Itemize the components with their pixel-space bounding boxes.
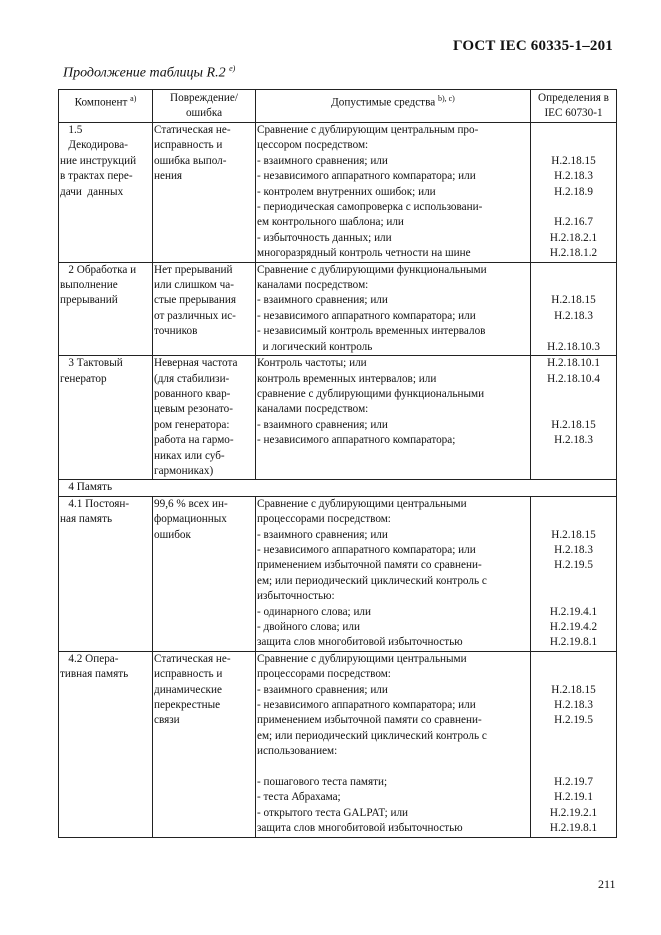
measures-line: и логический контроль bbox=[257, 340, 373, 353]
table-body bbox=[59, 123, 617, 838]
definitions-line: H.2.19.5 bbox=[554, 559, 593, 572]
measures-line: каналами посредством: bbox=[257, 403, 369, 416]
component-cell bbox=[59, 123, 153, 263]
definitions-line: H.2.18.10.3 bbox=[547, 340, 600, 353]
measures-line: - взаимного сравнения; или bbox=[257, 528, 388, 541]
measures-line: - взаимного сравнения; или bbox=[257, 294, 388, 307]
table-row bbox=[59, 651, 617, 837]
definitions-line bbox=[532, 402, 615, 417]
definitions-line bbox=[532, 652, 615, 667]
definitions-line: H.2.19.4.1 bbox=[549, 605, 598, 618]
fault-line: гармониках) bbox=[154, 464, 214, 477]
definitions-line bbox=[532, 512, 615, 527]
measures-line: Сравнение с дублирующими центральными bbox=[257, 497, 467, 510]
definitions-line bbox=[532, 574, 615, 589]
fault-line: стые прерывания bbox=[154, 294, 237, 307]
definitions-line: H.2.19.8.1 bbox=[549, 822, 598, 835]
definitions-line: H.2.18.10.1 bbox=[547, 357, 600, 370]
component-cell bbox=[59, 262, 153, 355]
measures-line: - одинарного слова; или bbox=[257, 605, 372, 618]
component-cell bbox=[59, 356, 153, 480]
fault-line: ошибок bbox=[154, 528, 191, 541]
definitions-line bbox=[532, 589, 615, 604]
component-line: прерываний bbox=[60, 294, 118, 307]
measures-line: каналами посредством: bbox=[257, 279, 369, 292]
header-definitions: Определения в IEC 60730-1 bbox=[531, 90, 617, 123]
definitions-line: H.2.18.15 bbox=[551, 683, 596, 696]
measures-line: - контролем внутренних ошибок; или bbox=[257, 185, 436, 198]
measures-cell bbox=[256, 356, 531, 480]
definitions-line: H.2.18.15 bbox=[551, 294, 596, 307]
measures-line bbox=[257, 760, 529, 775]
fault-line: 99,6 % всех ин- bbox=[154, 497, 228, 510]
definitions-line: H.2.18.3 bbox=[554, 434, 593, 447]
fault-line: связи bbox=[154, 714, 180, 727]
measures-line: Сравнение с дублирующими центральными bbox=[257, 652, 467, 665]
measures-cell bbox=[256, 262, 531, 355]
component-line: 3 Тактовый bbox=[60, 357, 123, 370]
fault-line: рованного квар- bbox=[154, 387, 231, 400]
measures-line: применением избыточной памяти со сравнени- bbox=[257, 714, 482, 727]
definitions-line bbox=[532, 387, 615, 402]
fault-line: цевым резонато- bbox=[154, 403, 233, 416]
fault-line: точников bbox=[154, 325, 198, 338]
measures-line: процессорами посредством: bbox=[257, 668, 391, 681]
fault-line: формационных bbox=[154, 513, 227, 526]
definitions-line: H.2.19.5 bbox=[554, 714, 593, 727]
measures-line: использованием: bbox=[257, 745, 338, 758]
component-line: 2 Обработка и bbox=[60, 263, 137, 276]
component-line: Декодирова- bbox=[60, 139, 128, 152]
fault-line: Статическая не- bbox=[154, 124, 231, 136]
measures-line: защита слов многобитовой избыточностью bbox=[257, 822, 463, 835]
measures-line: применением избыточной памяти со сравнени- bbox=[257, 559, 482, 572]
measures-line: - избыточность данных; или bbox=[257, 231, 392, 244]
table-continuation-caption bbox=[63, 64, 235, 82]
fault-cell bbox=[153, 262, 256, 355]
section-heading-cell bbox=[59, 480, 617, 496]
fault-line: (для стабилизи- bbox=[154, 372, 230, 385]
fault-line: нения bbox=[154, 170, 183, 183]
definitions-line bbox=[532, 200, 615, 215]
measures-line: Контроль частоты; или bbox=[257, 357, 367, 370]
definitions-line bbox=[532, 123, 615, 138]
definitions-line: H.2.19.8.1 bbox=[549, 636, 598, 649]
component-line: 4.2 Опера- bbox=[60, 652, 119, 665]
definitions-cell bbox=[531, 496, 617, 651]
definitions-line bbox=[532, 667, 615, 682]
measures-line: цессором посредством: bbox=[257, 139, 369, 152]
table-row bbox=[59, 123, 617, 263]
section-heading: 4 Память bbox=[60, 481, 113, 494]
measures-line: процессорами посредством: bbox=[257, 513, 391, 526]
fault-line: динамические bbox=[154, 683, 222, 696]
measures-line: ем; или периодический циклический контроль с bbox=[257, 729, 487, 742]
definitions-line bbox=[532, 278, 615, 293]
definitions-line: H.2.18.1.2 bbox=[549, 247, 598, 260]
fault-line: исправность и bbox=[154, 139, 223, 152]
definitions-line: H.2.19.7 bbox=[554, 775, 593, 788]
measures-line: - пошагового теста памяти; bbox=[257, 776, 388, 789]
measures-line: ем; или периодический циклический контроль с bbox=[257, 574, 487, 587]
measures-line: - независимого аппаратного компаратора; или bbox=[257, 699, 476, 712]
header-measures: Допустимые средства $^{b), c)}$ bbox=[256, 90, 531, 123]
component-line: 1.5 bbox=[60, 124, 83, 136]
fault-cell bbox=[153, 123, 256, 263]
table-header-row bbox=[59, 90, 617, 123]
fault-line: или слишком ча- bbox=[154, 279, 234, 292]
measures-line: - взаимного сравнения; или bbox=[257, 418, 388, 431]
measures-line: защита слов многобитовой избыточностью bbox=[257, 636, 463, 649]
definitions-line: H.2.19.2.1 bbox=[549, 806, 598, 819]
measures-line: - независимого аппаратного компаратора; или bbox=[257, 309, 476, 322]
component-cell bbox=[59, 496, 153, 651]
measures-line: - взаимного сравнения; или bbox=[257, 683, 388, 696]
table-row bbox=[59, 356, 617, 480]
measures-line: многоразрядный контроль четности на шине bbox=[257, 247, 471, 260]
definitions-cell bbox=[531, 356, 617, 480]
fault-line: перекрестные bbox=[154, 699, 221, 712]
fault-line: ошибка выпол- bbox=[154, 154, 227, 167]
table-row bbox=[59, 262, 617, 355]
measures-line: - независимого аппаратного компаратора; bbox=[257, 434, 456, 447]
measures-line: избыточностью: bbox=[257, 590, 335, 603]
measures-cell bbox=[256, 123, 531, 263]
component-line: выполнение bbox=[60, 279, 118, 292]
definitions-line: H.2.18.15 bbox=[551, 154, 596, 167]
component-line: генератор bbox=[60, 372, 107, 385]
measures-line: контроль временных интервалов; или bbox=[257, 372, 437, 385]
measures-line: - теста Абрахама; bbox=[257, 791, 341, 804]
definitions-line bbox=[532, 138, 615, 153]
definitions-line: H.2.18.10.4 bbox=[547, 372, 600, 385]
definitions-line: H.2.18.3 bbox=[554, 170, 593, 183]
definitions-line: H.2.18.3 bbox=[554, 699, 593, 711]
fault-cell bbox=[153, 356, 256, 480]
measures-line: - независимого аппаратного компаратора; или bbox=[257, 170, 476, 183]
definitions-line: H.2.18.15 bbox=[551, 528, 596, 541]
document-code: ГОСТ IEC 60335-1–201 bbox=[452, 38, 613, 54]
measures-line: Сравнение с дублирующими функциональными bbox=[257, 263, 487, 276]
definitions-cell bbox=[531, 123, 617, 263]
measures-line: - взаимного сравнения; или bbox=[257, 154, 388, 167]
definitions-line bbox=[532, 729, 615, 744]
definitions-line: H.2.16.7 bbox=[554, 216, 593, 229]
component-line: тивная память bbox=[60, 668, 129, 681]
fault-cell bbox=[153, 651, 256, 837]
header-fault: Повреждение/ ошибка bbox=[153, 90, 256, 123]
fault-line: ром генератора: bbox=[154, 418, 230, 431]
definitions-line: H.2.19.1 bbox=[554, 791, 593, 804]
fault-line: исправность и bbox=[154, 668, 223, 681]
fault-line: Статическая не- bbox=[154, 652, 231, 665]
definitions-line bbox=[532, 324, 615, 339]
definitions-line: H.2.18.9 bbox=[554, 185, 593, 198]
header-component: Компонент $^{a)}$ bbox=[59, 90, 153, 123]
table-row bbox=[59, 496, 617, 651]
fault-line: Неверная частота bbox=[154, 357, 238, 370]
component-line: дачи данных bbox=[60, 185, 124, 198]
fault-line: никах или суб- bbox=[154, 449, 225, 462]
measures-cell bbox=[256, 496, 531, 651]
definitions-line: H.2.19.4.2 bbox=[549, 620, 598, 633]
measures-line: - независимый контроль временных интервалов bbox=[257, 325, 486, 338]
measures-line: - открытого теста GALPAT; или bbox=[257, 806, 409, 819]
component-cell bbox=[59, 651, 153, 837]
definitions-line bbox=[532, 744, 615, 759]
measures-line: ем контрольного шаблона; или bbox=[257, 216, 404, 229]
table-row bbox=[59, 480, 617, 496]
measures-line: - независимого аппаратного компаратора; или bbox=[257, 543, 476, 556]
definitions-line: H.2.18.3 bbox=[554, 543, 593, 556]
fault-cell bbox=[153, 496, 256, 651]
definitions-line bbox=[532, 263, 615, 278]
definitions-cell bbox=[531, 651, 617, 837]
measures-line: Сравнение с дублирующим центральным про- bbox=[257, 124, 479, 136]
definitions-line: H.2.18.3 bbox=[554, 309, 593, 322]
component-line: ние инструкций bbox=[60, 154, 137, 167]
continuation-text: Продолжение таблицы R.2 bbox=[63, 65, 226, 81]
page-number: 211 bbox=[598, 877, 616, 891]
fault-line: от различных ис- bbox=[154, 309, 236, 322]
continuation-note: e) bbox=[229, 64, 236, 73]
definitions-line bbox=[532, 497, 615, 512]
definitions-line: H.2.18.2.1 bbox=[549, 231, 598, 244]
definitions-line: H.2.18.15 bbox=[551, 418, 596, 431]
measures-line: сравнение с дублирующими функциональными bbox=[257, 387, 485, 400]
component-line: 4.1 Постоян- bbox=[60, 497, 130, 510]
definitions-line bbox=[532, 760, 615, 775]
fault-line: Нет прерываний bbox=[154, 263, 233, 276]
measures-cell bbox=[256, 651, 531, 837]
requirements-table bbox=[58, 89, 617, 838]
fault-line: работа на гармо- bbox=[154, 434, 234, 447]
measures-line: - двойного слова; или bbox=[257, 621, 360, 633]
definitions-cell bbox=[531, 262, 617, 355]
component-line: в трактах пере- bbox=[60, 170, 133, 183]
measures-line: - периодическая самопроверка с использовани- bbox=[257, 201, 483, 214]
component-line: ная память bbox=[60, 513, 113, 526]
